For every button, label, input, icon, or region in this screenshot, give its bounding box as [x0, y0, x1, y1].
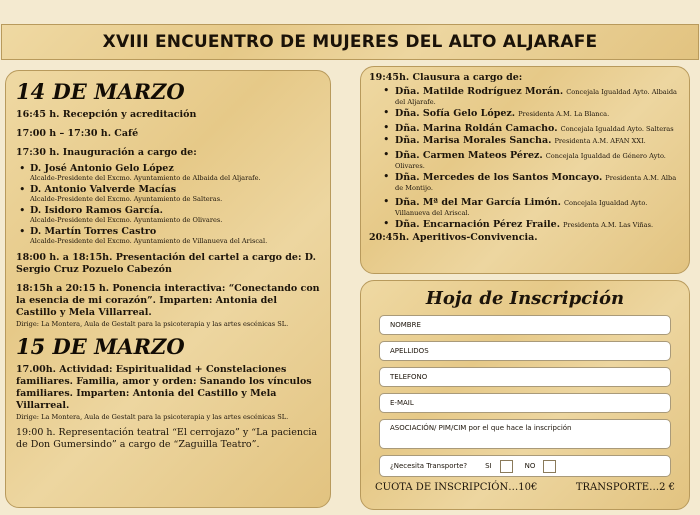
surname-field[interactable] — [379, 341, 671, 361]
speaker-role: Presidenta A.M. Alba de Montijo. — [395, 174, 677, 192]
name-field[interactable] — [379, 315, 671, 335]
guest-role: Alcalde-Presidente del Excmo. Ayuntamiento de Olivares. — [30, 216, 223, 224]
speaker-role: Concejala Igualdad Ayto. Salteras — [560, 125, 674, 133]
list-item — [395, 220, 681, 230]
guest-role: Alcalde-Presidente del Excmo. Ayuntamiento de Villanueva del Ariscal. — [30, 237, 268, 245]
activity-credit: Dirige: La Montera, Aula de Gestalt para la psicoterapia y las artes escénicas SL. — [16, 413, 289, 421]
day2-title: 15 DE MARZO — [16, 334, 185, 359]
speaker-name: Dña. Encarnación Pérez Fraile. — [395, 219, 561, 230]
speaker-name: Dña. Mª del Mar García Limón. — [395, 197, 561, 208]
speaker-role: Concejala Igualdad de Género Ayto. Olivares. — [395, 152, 666, 170]
schedule-coffee: 17:00 h – 17:30 h. Café — [16, 128, 139, 139]
list-item — [395, 87, 681, 107]
name-field-label: NOMBRE — [390, 321, 421, 329]
schedule-theatre: 19:00 h. Representación teatral “El cerrojazo” y “La paciencia de Don Gumersindo” a cargo de “Zaguilla Teatro”. — [16, 427, 317, 450]
schedule-poster: 18:00 h. a 18:15h. Presentación del cartel a cargo de: D. Sergio Cruz Pozuelo Cabezón — [16, 252, 316, 275]
email-field-label: E-MAIL — [390, 399, 414, 407]
speaker-role: Concejala Igualdad Ayto. Villanueva del Ariscal. — [395, 199, 648, 217]
transport-question-label: ¿Necesita Transporte? — [390, 462, 468, 470]
schedule-inauguration: 17:30 h. Inauguración a cargo de: — [16, 147, 197, 158]
closing-aperitif: 20:45h. Aperitivos-Convivencia. — [369, 232, 538, 243]
transport-question — [379, 455, 671, 477]
schedule-talk: 18:15h a 20:15 h. Ponencia interactiva: “Conectando con la esencia de mi corazón”. Imparten: Antonia del Castillo y Mela Villarreal. — [16, 283, 320, 318]
registration-form-panel — [360, 280, 690, 510]
closing-speaker-list — [369, 87, 681, 230]
guest-name: • D. Martín Torres Castro — [30, 226, 157, 237]
transport-no-label: NO — [524, 462, 536, 470]
list-item — [395, 124, 681, 134]
event-title: XVIII ENCUENTRO DE MUJERES DEL ALTO ALJARAFE — [102, 32, 598, 52]
speaker-name: Dña. Marisa Morales Sancha. — [395, 135, 552, 146]
list-item — [30, 184, 320, 204]
speaker-name: Dña. Marina Roldán Camacho. — [395, 123, 558, 134]
list-item — [30, 226, 320, 246]
email-field[interactable] — [379, 393, 671, 413]
program-panel — [5, 70, 331, 508]
list-item — [395, 173, 681, 193]
form-title: Hoja de Inscripción — [425, 288, 625, 309]
guest-name: • D. Isidoro Ramos García. — [30, 205, 163, 216]
guest-role: Alcalde-Presidente del Excmo. Ayuntamiento de Albaida del Aljarafe. — [30, 174, 261, 182]
transport-yes-checkbox[interactable] — [500, 460, 513, 473]
day1-title: 14 DE MARZO — [16, 79, 185, 104]
speaker-role: Concejala Igualdad Ayto. Albaida del Aljarafe. — [395, 88, 677, 106]
speaker-role: Presidenta A.M. La Blanca. — [518, 110, 610, 118]
speaker-name: Dña. Mercedes de los Santos Moncayo. — [395, 172, 603, 183]
association-field-label: ASOCIACIÓN/ PIM/CIM por el que hace la inscripción — [390, 424, 572, 432]
list-item — [30, 205, 320, 225]
list-item — [395, 136, 681, 146]
phone-field[interactable] — [379, 367, 671, 387]
talk-credit: Dirige: La Montera, Aula de Gestalt para la psicoterapia y las artes escénicas SL. — [16, 320, 289, 328]
transport-fee: TRANSPORTE…2 € — [575, 482, 675, 493]
closing-heading: 19:45h. Clausura a cargo de: — [369, 72, 523, 83]
list-item — [395, 109, 681, 119]
page-header — [1, 24, 699, 60]
list-item — [395, 151, 681, 171]
registration-fee: CUOTA DE INSCRIPCIÓN…10€ — [375, 482, 538, 493]
speaker-name: Dña. Sofía Gelo López. — [395, 108, 516, 119]
surname-field-label: APELLIDOS — [390, 347, 429, 355]
schedule-activity: 17.00h. Actividad: Espiritualidad + Constelaciones familiares. Familia, amor y orden: Sanando los vínculos familiares. Imparten: Antonia del Castillo y Mela Villarreal. — [16, 364, 312, 411]
guest-name: • D. José Antonio Gelo López — [30, 163, 174, 174]
schedule-reception: 16:45 h. Recepción y acreditación — [16, 109, 197, 120]
speaker-role: Presidenta A.M. Las Viñas. — [563, 221, 654, 229]
guest-name: • D. Antonio Valverde Macías — [30, 184, 177, 195]
speaker-name: Dña. Matilde Rodríguez Morán. — [395, 86, 564, 97]
transport-yes-label: SI — [485, 462, 492, 470]
prices-row — [371, 482, 679, 493]
phone-field-label: TELEFONO — [390, 373, 428, 381]
transport-no-checkbox[interactable] — [543, 460, 556, 473]
association-field[interactable] — [379, 419, 671, 449]
list-item — [395, 198, 681, 218]
closing-panel — [360, 66, 690, 274]
speaker-role: Presidenta A.M. AFAN XXI. — [554, 137, 646, 145]
list-item — [30, 163, 320, 183]
inauguration-guest-list — [16, 163, 320, 246]
guest-role: Alcalde-Presidente del Excmo. Ayuntamiento de Salteras. — [30, 195, 223, 203]
speaker-name: Dña. Carmen Mateos Pérez. — [395, 150, 543, 161]
